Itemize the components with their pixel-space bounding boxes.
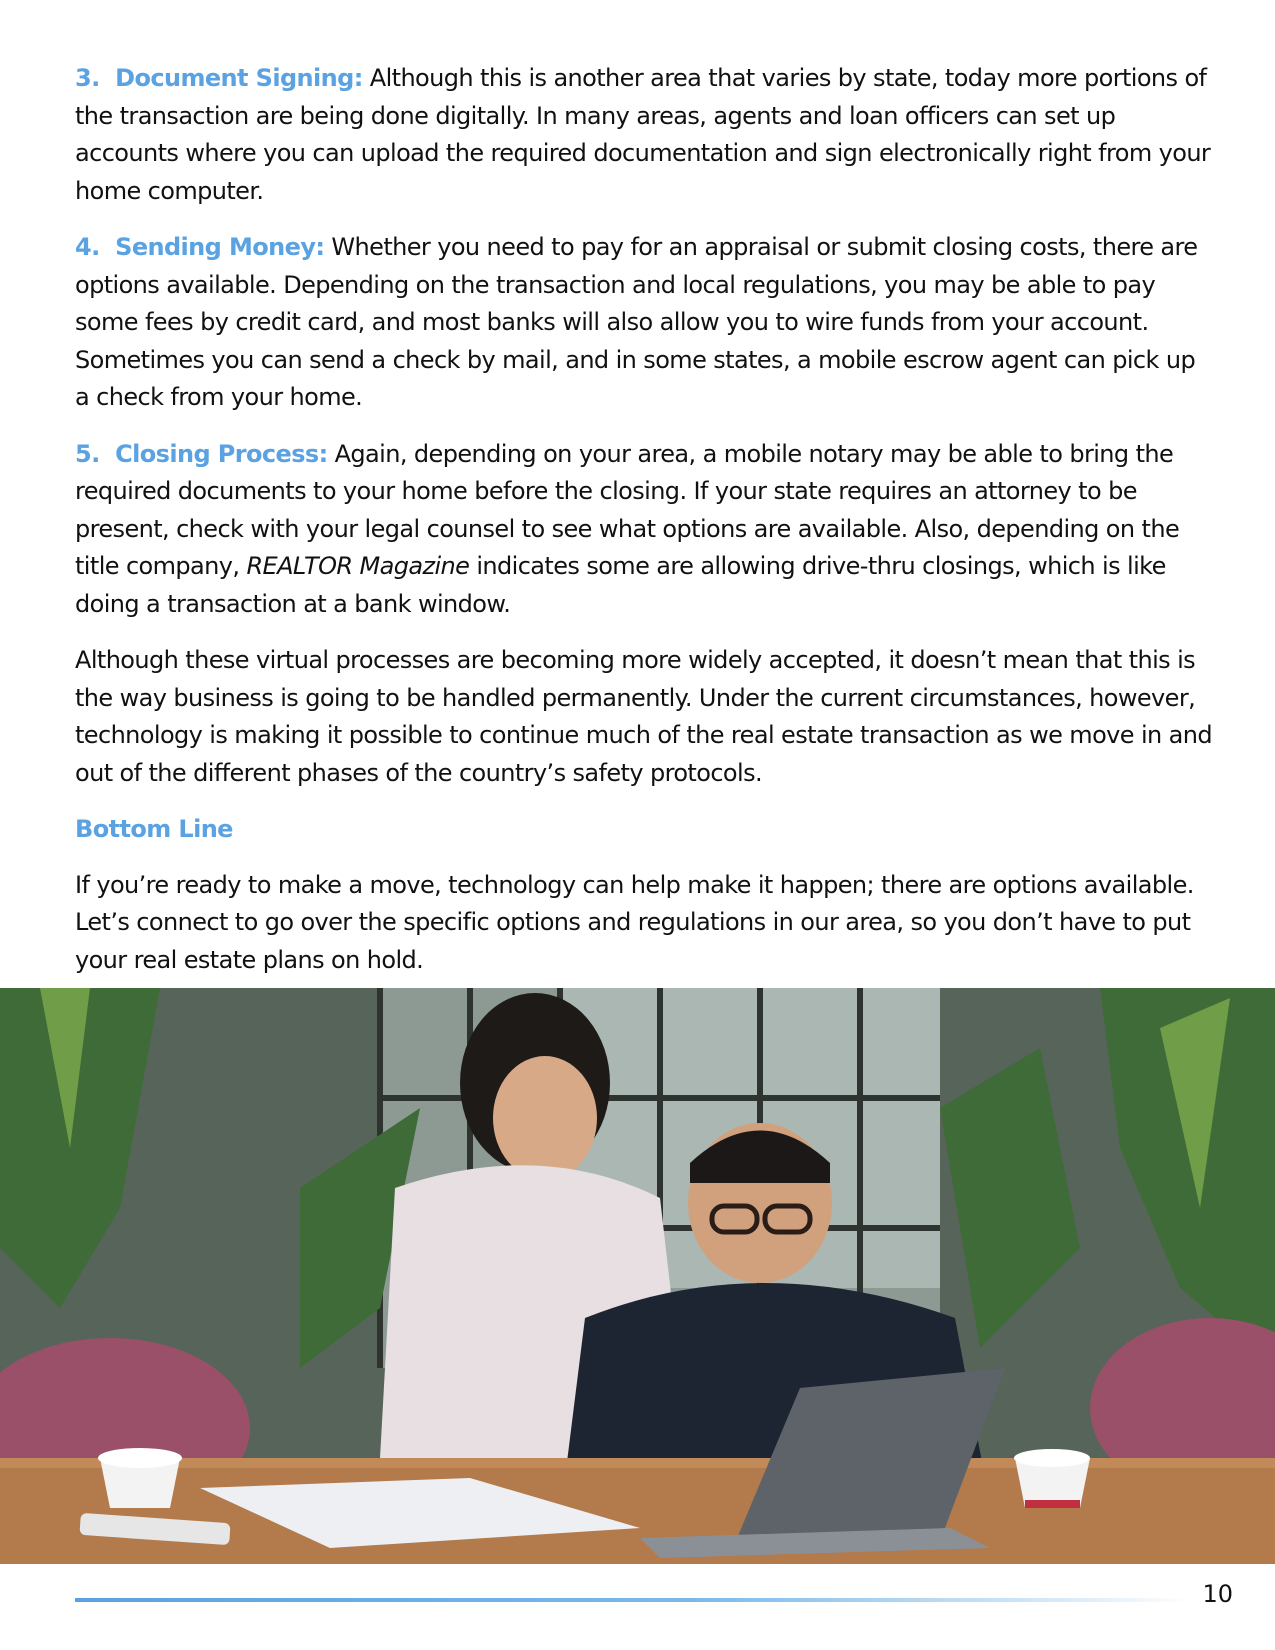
- item-label: 3. Document Signing:: [75, 64, 363, 92]
- list-item-document-signing: [75, 60, 1215, 210]
- item-text: Whether you need to pay for an appraisal or submit closing costs, there are options available. Depending on the transaction and local regulations, you may be able to pay some fees by credit card, and most banks will also allow you to wire funds from your account. Sometimes you can send a check by mail, and in some states, a mobile escrow agent can pick up a check from your home.: [75, 233, 1198, 411]
- body-paragraph: Although these virtual processes are becoming more widely accepted, it doesn’t mean that this is the way business is going to be handled permanently. Under the current circumstances, however, technology is making it possible to continue much of the real estate transaction as we move in and out of the different phases of the country’s safety protocols.: [75, 646, 1213, 787]
- publication-title: REALTOR Magazine: [246, 552, 470, 580]
- item-label: 4. Sending Money:: [75, 233, 325, 261]
- couple-laptop-photo: [0, 988, 1275, 1564]
- item-text: Again, depending on your area, a mobile notary may be able to bring the required documents to your home before the closing. If your state requires an attorney to be present, check with your legal counsel to see what options are available. Also, depending on the title company,: [75, 439, 1180, 580]
- list-item-closing-process: [75, 436, 1215, 624]
- page-content: [75, 60, 1215, 998]
- page-number: 10: [1202, 1580, 1233, 1608]
- item-label: 5. Closing Process:: [75, 439, 328, 468]
- item-text: indicates some are allowing drive-thru closings, which is like doing a transaction at a bank window.: [75, 552, 1166, 618]
- item-text: Although this is another area that varies by state, today more portions of the transaction are being done digitally. In many areas, agents and loan officers can set up accounts where you can upload the required documentation and sign electronically right from your home computer.: [75, 64, 1211, 205]
- list-item-sending-money: [75, 229, 1215, 417]
- footer-divider: [75, 1598, 1190, 1602]
- bottom-line-text: If you’re ready to make a move, technology can help make it happen; there are options available. Let’s connect to go over the specific options and regulations in our area, so you don’t have to put your real estate plans on hold.: [75, 870, 1194, 974]
- bottom-line-heading: Bottom Line: [75, 815, 233, 843]
